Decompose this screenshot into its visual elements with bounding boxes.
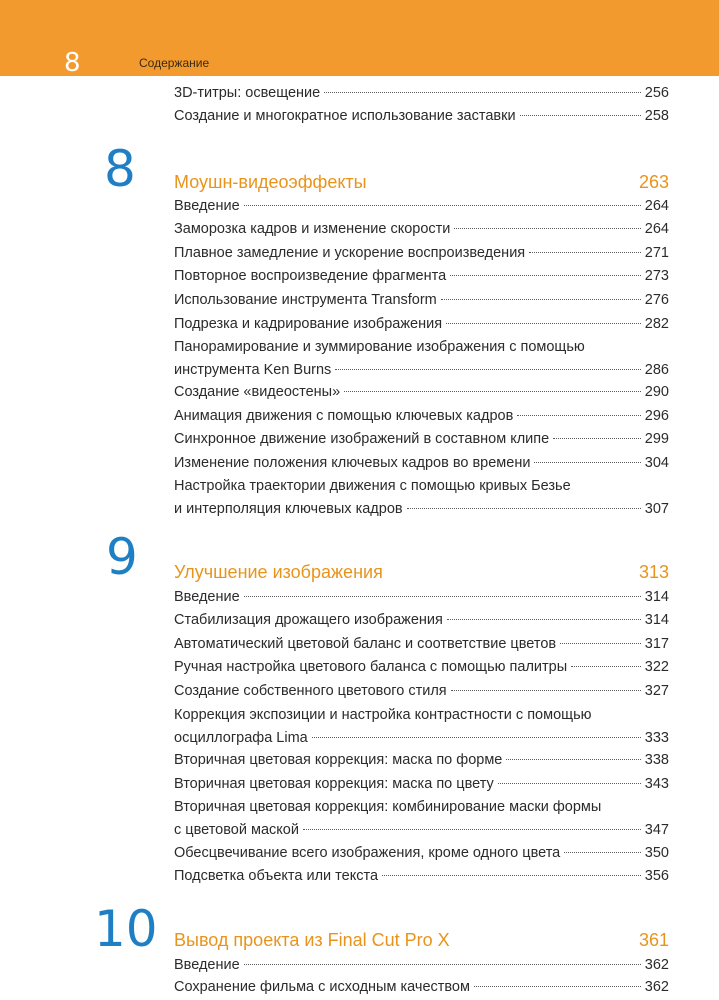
dot-leader bbox=[447, 619, 641, 620]
chapter-number: 8 bbox=[104, 140, 136, 198]
toc-entry[interactable] bbox=[174, 680, 669, 703]
toc-entry-page: 258 bbox=[644, 108, 669, 124]
toc-entry-title: Введение bbox=[174, 589, 240, 605]
toc-entry[interactable] bbox=[174, 475, 669, 521]
toc-entry-page: 273 bbox=[644, 268, 669, 284]
toc-entry-page: 333 bbox=[644, 730, 669, 746]
toc-entry-page: 296 bbox=[644, 408, 669, 424]
toc-entry-page: 286 bbox=[644, 362, 669, 378]
toc-entry[interactable] bbox=[174, 976, 669, 999]
toc-entry-title: Обесцвечивание всего изображения, кроме одного цвета bbox=[174, 845, 561, 861]
toc-entry-title-line1: Настройка траектории движения с помощью кривых Безье bbox=[174, 478, 571, 494]
toc-entry-title: осциллографа Lima bbox=[174, 730, 308, 746]
dot-leader bbox=[407, 508, 641, 509]
toc-entry[interactable] bbox=[174, 749, 669, 772]
toc-entry[interactable] bbox=[174, 842, 669, 865]
toc-entry[interactable] bbox=[174, 428, 669, 451]
chapter-title: Улучшение изображения bbox=[174, 562, 383, 582]
toc-entry-title: Вторичная цветовая коррекция: маска по цвету bbox=[174, 776, 494, 792]
dot-leader bbox=[454, 228, 640, 229]
toc-entry[interactable] bbox=[174, 265, 669, 288]
toc-entry-page: 256 bbox=[644, 85, 669, 101]
toc-entry-page: 317 bbox=[644, 636, 669, 652]
toc-entry[interactable] bbox=[174, 865, 669, 888]
dot-leader bbox=[498, 783, 641, 784]
toc-entry-title: Сохранение фильма с исходным качеством bbox=[174, 979, 470, 995]
dot-leader bbox=[560, 643, 641, 644]
toc-entry-page: 343 bbox=[644, 776, 669, 792]
toc-entry-page: 356 bbox=[644, 868, 669, 884]
toc-entry-title: Анимация движения с помощью ключевых кадров bbox=[174, 408, 514, 424]
toc-entry[interactable] bbox=[174, 633, 669, 656]
toc-entry-title: Изменение положения ключевых кадров во времени bbox=[174, 455, 531, 471]
toc-entry-title: Повторное воспроизведение фрагмента bbox=[174, 268, 447, 284]
toc-entry-title: Синхронное движение изображений в составном клипе bbox=[174, 431, 550, 447]
chapter-number: 9 bbox=[106, 528, 138, 586]
toc-entry-title: Создание «видеостены» bbox=[174, 384, 341, 400]
toc-entry[interactable] bbox=[174, 105, 669, 128]
toc-entry-title: Плавное замедление и ускорение воспроизведения bbox=[174, 245, 526, 261]
toc-entry-page: 362 bbox=[644, 957, 669, 973]
dot-leader bbox=[564, 852, 641, 853]
toc-entry-title: Создание собственного цветового стиля bbox=[174, 683, 447, 699]
chapter-page: 361 bbox=[638, 930, 669, 950]
toc-entry-page: 271 bbox=[644, 245, 669, 261]
toc-entry-page: 338 bbox=[644, 752, 669, 768]
dot-leader bbox=[517, 415, 641, 416]
toc-entry-title: 3D-титры: освещение bbox=[174, 85, 321, 101]
toc-entry-page: 290 bbox=[644, 384, 669, 400]
toc-entry-page: 276 bbox=[644, 292, 669, 308]
toc-entry-title: Автоматический цветовой баланс и соответствие цветов bbox=[174, 636, 557, 652]
toc-entry[interactable] bbox=[174, 218, 669, 241]
dot-leader bbox=[446, 323, 641, 324]
toc-entry-title: и интерполяция ключевых кадров bbox=[174, 501, 403, 517]
toc-entry-title: Создание и многократное использование заставки bbox=[174, 108, 516, 124]
dot-leader bbox=[382, 875, 641, 876]
dot-leader bbox=[303, 829, 641, 830]
toc-entry-page: 304 bbox=[644, 455, 669, 471]
toc-entry-title: Стабилизация дрожащего изображения bbox=[174, 612, 443, 628]
chapter-page: 313 bbox=[638, 562, 669, 582]
dot-leader bbox=[520, 115, 641, 116]
toc-entry[interactable] bbox=[174, 313, 669, 336]
chapter-title: Моушн-видеоэффекты bbox=[174, 172, 367, 192]
toc-entry-page: 362 bbox=[644, 979, 669, 995]
toc-entry[interactable] bbox=[174, 242, 669, 265]
chapter-heading[interactable] bbox=[174, 560, 669, 584]
toc-entry[interactable] bbox=[174, 381, 669, 404]
toc-entry-title: Подсветка объекта или текста bbox=[174, 868, 379, 884]
dot-leader bbox=[553, 438, 641, 439]
toc-entry-title-line1: Коррекция экспозиции и настройка контрастности с помощью bbox=[174, 707, 592, 723]
toc-entry-page: 347 bbox=[644, 822, 669, 838]
toc-entry[interactable] bbox=[174, 452, 669, 475]
toc-entry-page: 327 bbox=[644, 683, 669, 699]
dot-leader bbox=[335, 369, 640, 370]
toc-entry[interactable] bbox=[174, 609, 669, 632]
dot-leader bbox=[451, 690, 641, 691]
toc-entry-title: Введение bbox=[174, 198, 240, 214]
toc-entry-page: 264 bbox=[644, 198, 669, 214]
toc-entry-title: Ручная настройка цветового баланса с помощью палитры bbox=[174, 659, 568, 675]
toc-entry-page: 314 bbox=[644, 589, 669, 605]
dot-leader bbox=[534, 462, 640, 463]
toc-entry-title-line1: Вторичная цветовая коррекция: комбинирование маски формы bbox=[174, 799, 602, 815]
toc-entry[interactable] bbox=[174, 82, 669, 105]
toc-entry-title: Вторичная цветовая коррекция: маска по форме bbox=[174, 752, 503, 768]
toc-entry[interactable] bbox=[174, 954, 669, 977]
toc-entry[interactable] bbox=[174, 704, 669, 750]
toc-entry-title: Введение bbox=[174, 957, 240, 973]
running-section-title: Содержание bbox=[139, 56, 210, 70]
dot-leader bbox=[244, 205, 641, 206]
toc-entry-title-line1: Панорамирование и зуммирование изображения с помощью bbox=[174, 339, 585, 355]
toc-entry-title: Подрезка и кадрирование изображения bbox=[174, 316, 443, 332]
chapter-number: 10 bbox=[94, 900, 158, 958]
toc-entry[interactable] bbox=[174, 336, 669, 382]
toc-entry[interactable] bbox=[174, 405, 669, 428]
dot-leader bbox=[244, 964, 641, 965]
toc-entry-page: 264 bbox=[644, 221, 669, 237]
page-number: 8 bbox=[64, 48, 81, 78]
dot-leader bbox=[441, 299, 641, 300]
toc-entry-page: 282 bbox=[644, 316, 669, 332]
chapter-heading[interactable] bbox=[174, 928, 669, 952]
dot-leader bbox=[529, 252, 641, 253]
dot-leader bbox=[450, 275, 641, 276]
toc-entry-title: Использование инструмента Transform bbox=[174, 292, 437, 308]
toc-entry[interactable] bbox=[174, 796, 669, 842]
dot-leader bbox=[244, 596, 641, 597]
toc-entry-page: 350 bbox=[644, 845, 669, 861]
toc-entry[interactable] bbox=[174, 195, 669, 218]
toc-entry-title: с цветовой маской bbox=[174, 822, 299, 838]
toc-entry[interactable] bbox=[174, 656, 669, 679]
toc-entry[interactable] bbox=[174, 289, 669, 312]
toc-entry-title: инструмента Ken Burns bbox=[174, 362, 332, 378]
dot-leader bbox=[312, 737, 641, 738]
toc-entry[interactable] bbox=[174, 773, 669, 796]
dot-leader bbox=[474, 986, 641, 987]
dot-leader bbox=[324, 92, 641, 93]
chapter-page: 263 bbox=[638, 172, 669, 192]
toc-entry[interactable] bbox=[174, 586, 669, 609]
toc-entry-page: 307 bbox=[644, 501, 669, 517]
dot-leader bbox=[506, 759, 640, 760]
toc-entry-page: 322 bbox=[644, 659, 669, 675]
dot-leader bbox=[571, 666, 641, 667]
dot-leader bbox=[344, 391, 641, 392]
toc-entry-page: 314 bbox=[644, 612, 669, 628]
chapter-heading[interactable] bbox=[174, 170, 669, 194]
toc-entry-page: 299 bbox=[644, 431, 669, 447]
chapter-title: Вывод проекта из Final Cut Pro X bbox=[174, 930, 450, 950]
toc-entry-title: Заморозка кадров и изменение скорости bbox=[174, 221, 451, 237]
